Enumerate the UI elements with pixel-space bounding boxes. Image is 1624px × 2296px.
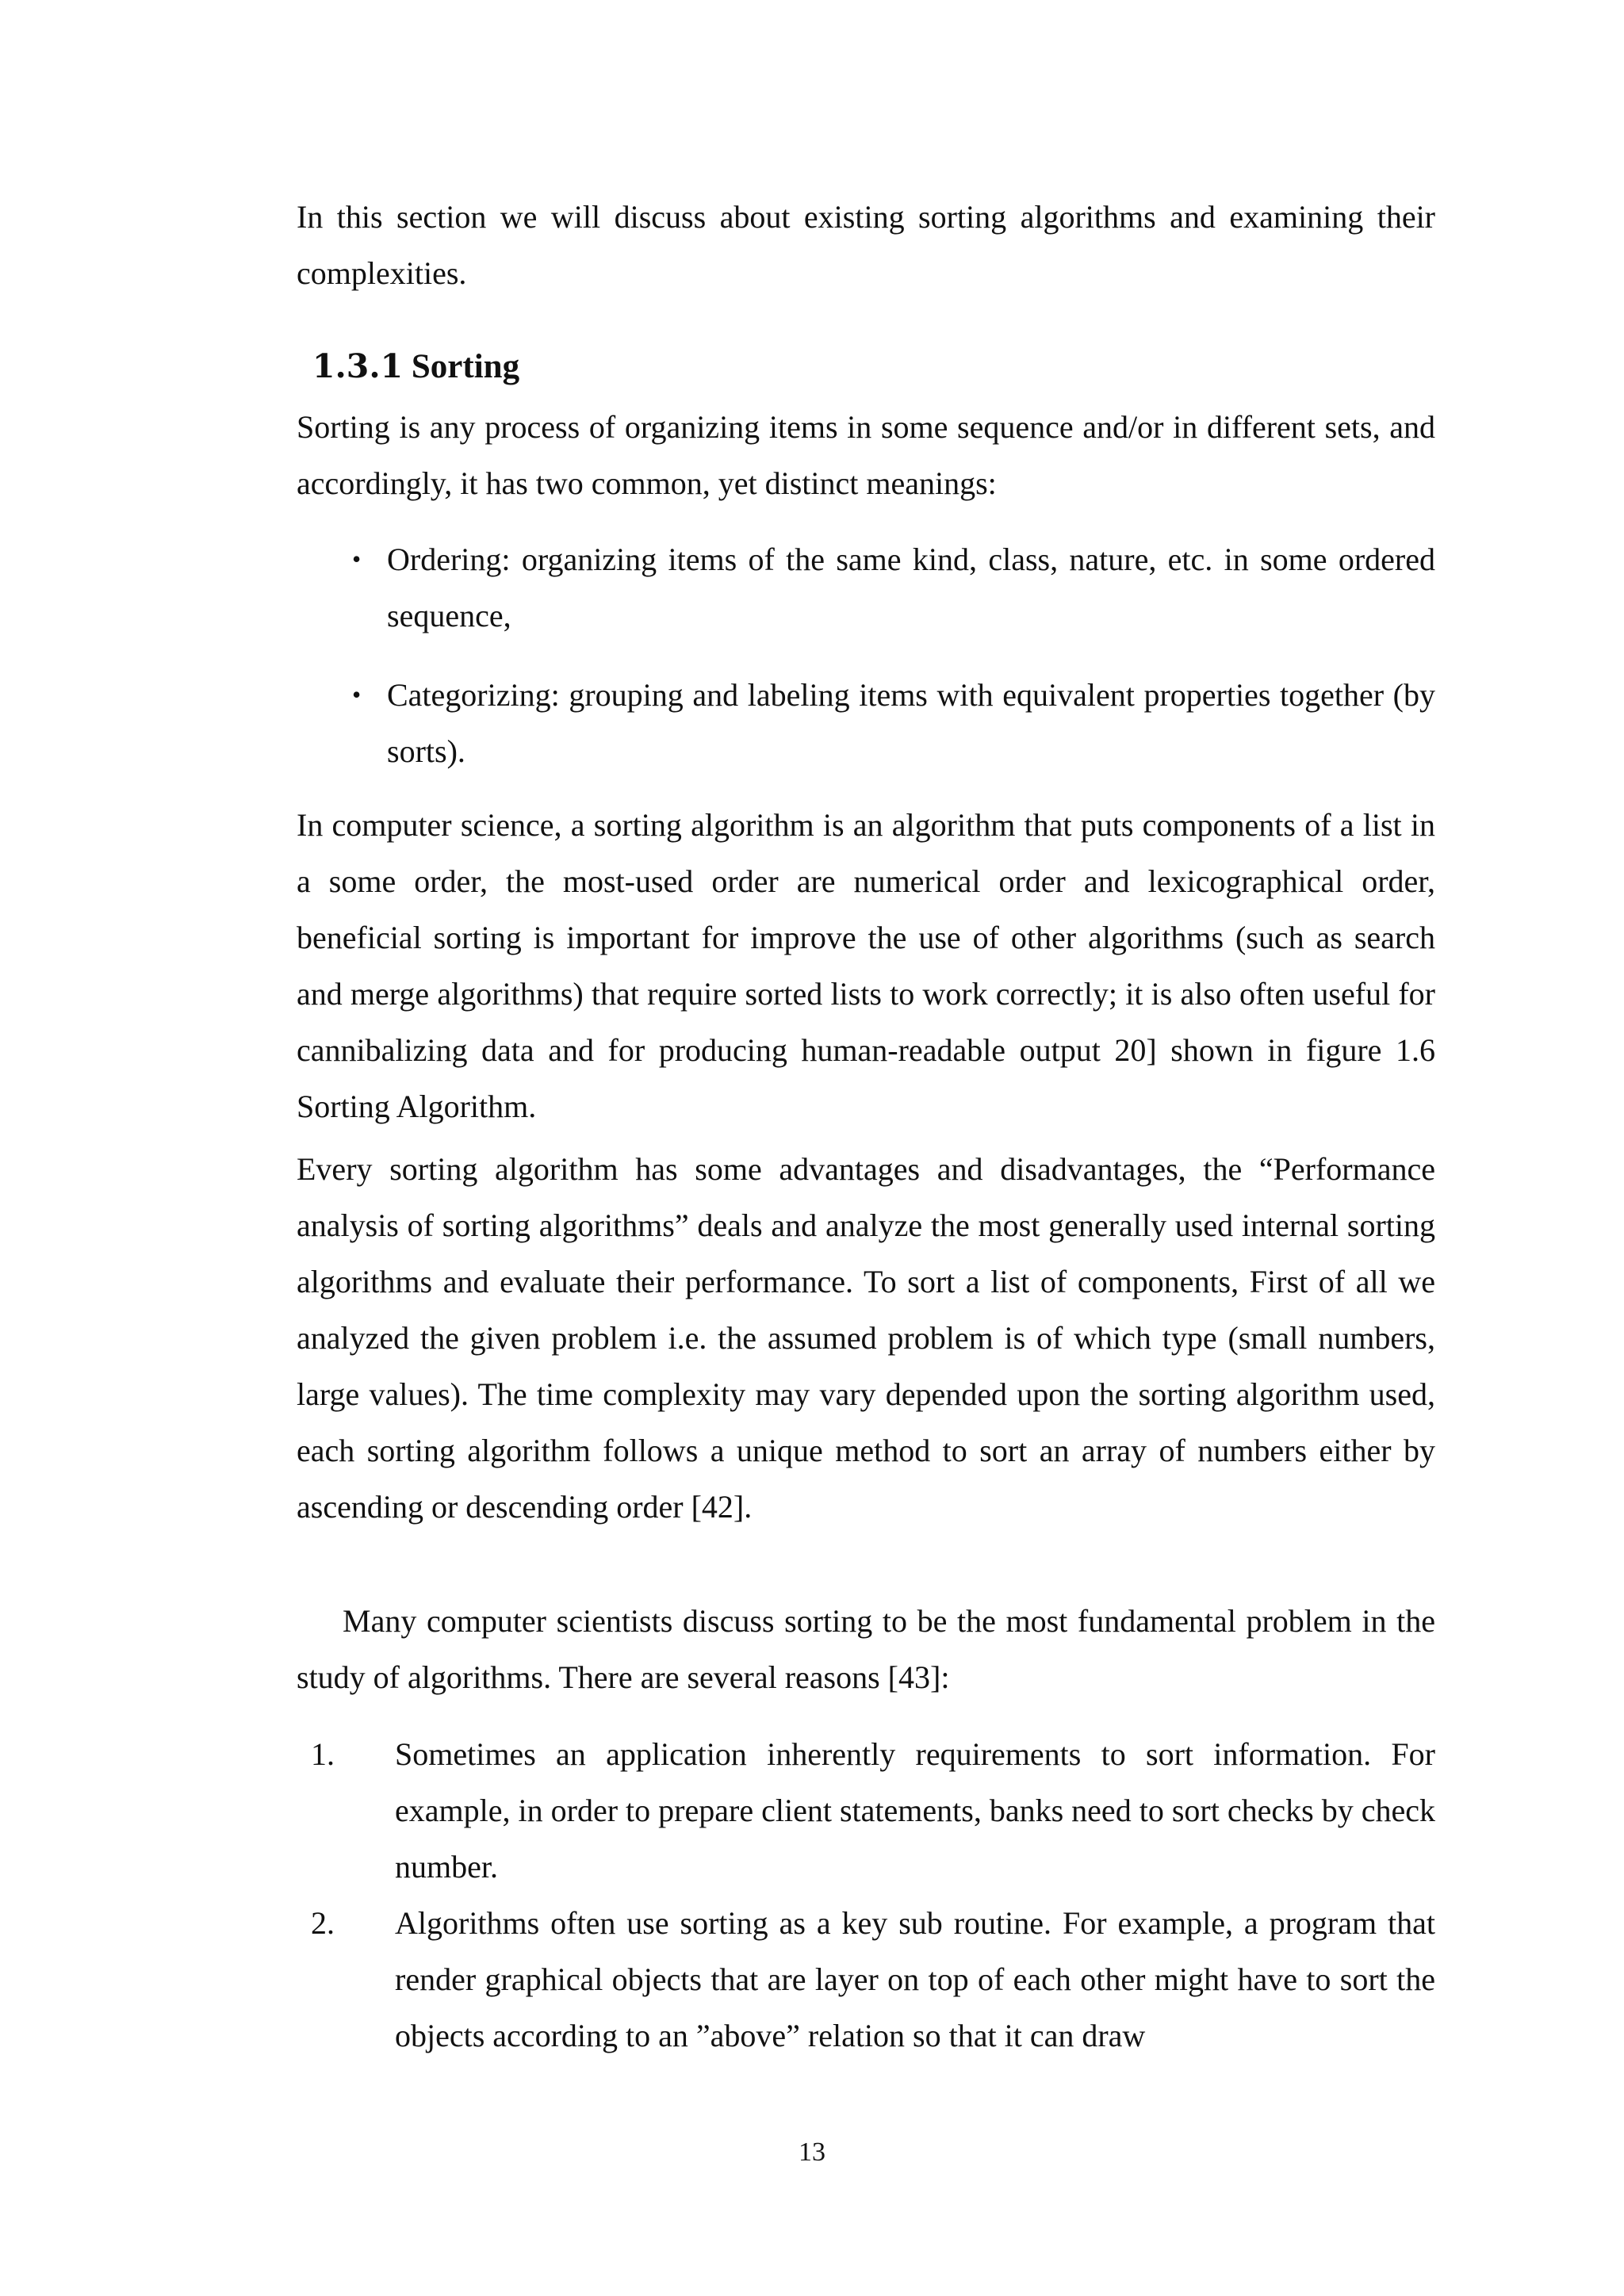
list-item	[297, 667, 1435, 779]
reasons-list	[297, 1726, 1435, 2064]
list-item-number: 2.	[311, 1905, 335, 1941]
bullet-icon: •	[352, 545, 362, 573]
list-item	[297, 1726, 1435, 1895]
page-number: 13	[799, 2137, 825, 2167]
section-heading	[312, 342, 519, 391]
list-item	[297, 531, 1435, 644]
list-item-text: Sometimes an application inherently requirements to sort information. For example, in order to prepare client statements, banks need to sort checks by check number.	[395, 1736, 1435, 1885]
reasons-intro-paragraph: Many computer scientists discuss sorting to be the most fundamental problem in the study of algorithms. There are several reasons [43]:	[297, 1603, 1435, 1695]
intro-paragraph: In this section we will discuss about existing sorting algorithms and examining their complexities.	[297, 199, 1435, 291]
list-item	[297, 1895, 1435, 2064]
section-number: 1.3.1	[312, 347, 404, 385]
sorting-definition-paragraph: Sorting is any process of organizing items in some sequence and/or in different sets, and accordingly, it has two common, yet distinct meanings:	[297, 409, 1435, 501]
performance-paragraph: Every sorting algorithm has some advantages and disadvantages, the “Performance analysis of sorting algorithms” deals and analyze the most generally used internal sorting algorithms and evaluate their performance. To sort a list of components, First of all we analyzed the given problem i.e. the assumed problem is of which type (small numbers, large values). The time complexity may vary depended upon the sorting algorithm used, each sorting algorithm follows a unique method to sort an array of numbers either by ascending or descending order [42].	[297, 1151, 1435, 1525]
bullet-icon: •	[352, 680, 362, 709]
meanings-list	[297, 531, 1435, 802]
list-item-text: Ordering: organizing items of the same kind, class, nature, etc. in some ordered sequence,	[387, 541, 1435, 633]
list-item-text: Categorizing: grouping and labeling items with equivalent properties together (by sorts).	[387, 677, 1435, 769]
list-item-number: 1.	[311, 1736, 335, 1772]
list-item-text: Algorithms often use sorting as a key sub routine. For example, a program that render graphical objects that are layer on top of each other might have to sort the objects according to an ”above” relation so that it can draw	[395, 1905, 1435, 2053]
section-title: Sorting	[411, 348, 520, 385]
computer-science-paragraph: In computer science, a sorting algorithm is an algorithm that puts components of a list in a some order, the most-used order are numerical order and lexicographical order, beneficial sorting is important for improve the use of other algorithms (such as search and merge algorithms) that require sorted lists to work correctly; it is also often useful for cannibalizing data and for producing human-readable output 20] shown in figure 1.6 Sorting Algorithm.	[297, 807, 1435, 1124]
